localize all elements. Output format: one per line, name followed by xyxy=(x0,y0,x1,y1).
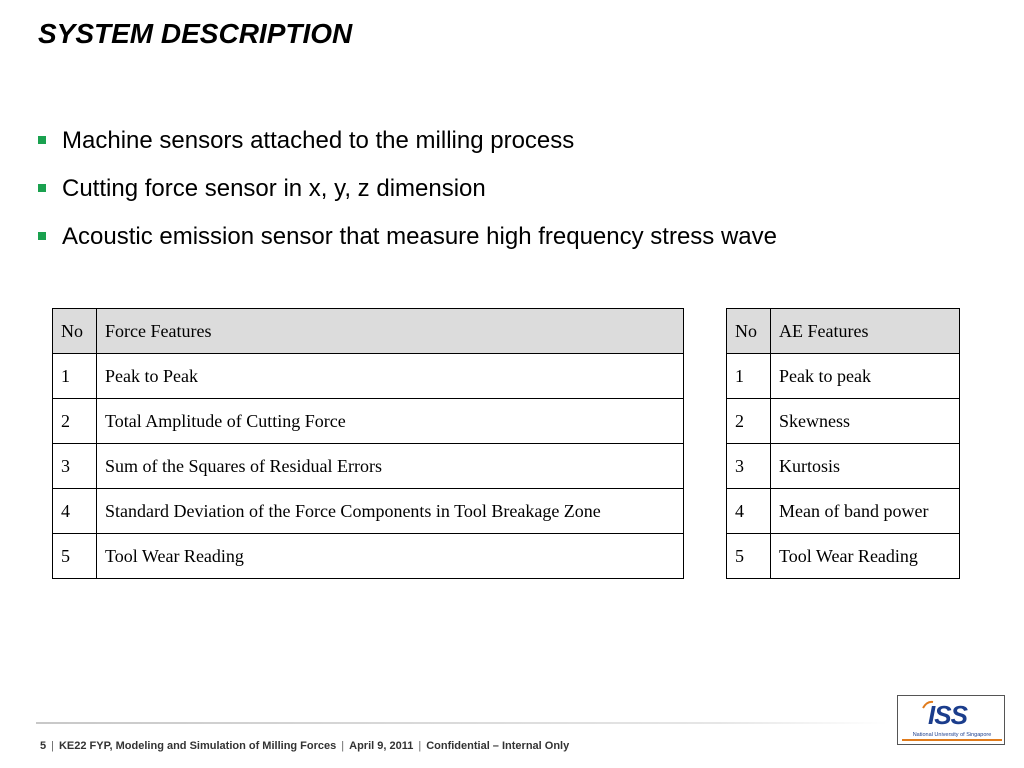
bullet-text: Cutting force sensor in x, y, z dimension xyxy=(62,175,486,202)
footer-separator: | xyxy=(51,740,54,752)
table-row xyxy=(727,489,960,534)
cell-feature: Standard Deviation of the Force Components in Tool Breakage Zone xyxy=(97,489,684,534)
table-row xyxy=(727,444,960,489)
header-cell-no: No xyxy=(727,309,771,354)
table-row xyxy=(53,489,684,534)
cell-no: 4 xyxy=(53,489,97,534)
cell-no: 1 xyxy=(727,354,771,399)
logo-text: National University of Singapore xyxy=(912,732,992,738)
bullet-text: Machine sensors attached to the milling process xyxy=(62,127,575,154)
header-cell-feature: Force Features xyxy=(97,309,684,354)
bullet-item xyxy=(36,124,777,172)
bullet-text: Acoustic emission sensor that measure high frequency stress wave xyxy=(62,223,777,250)
cell-no: 4 xyxy=(727,489,771,534)
footer-date: April 9, 2011 xyxy=(349,740,414,752)
footer-separator: | xyxy=(341,740,345,752)
square-bullet-icon xyxy=(38,184,46,192)
cell-no: 3 xyxy=(53,444,97,489)
cell-no: 5 xyxy=(727,534,771,579)
force-features-table xyxy=(52,308,684,579)
table-row xyxy=(727,354,960,399)
table-row xyxy=(53,534,684,579)
cell-no: 2 xyxy=(53,399,97,444)
cell-feature: Tool Wear Reading xyxy=(97,534,684,579)
table-header-row xyxy=(53,309,684,354)
cell-no: 3 xyxy=(727,444,771,489)
cell-no: 1 xyxy=(53,354,97,399)
cell-no: 5 xyxy=(53,534,97,579)
header-cell-feature: AE Features xyxy=(771,309,960,354)
table-row xyxy=(53,444,684,489)
bullet-item xyxy=(36,172,777,220)
table-row xyxy=(53,399,684,444)
cell-feature: Peak to peak xyxy=(771,354,960,399)
footer-course: KE22 FYP, Modeling and Simulation of Milling Forces xyxy=(58,740,337,752)
footer-divider xyxy=(36,722,888,724)
cell-feature: Sum of the Squares of Residual Errors xyxy=(97,444,684,489)
square-bullet-icon xyxy=(38,232,46,240)
square-bullet-icon xyxy=(38,136,46,144)
cell-feature: Mean of band power xyxy=(771,489,960,534)
footer-page-number: 5 xyxy=(40,740,47,752)
cell-feature: Skewness xyxy=(771,399,960,444)
logo-underline xyxy=(902,739,1002,741)
footer xyxy=(40,740,569,752)
cell-feature: Total Amplitude of Cutting Force xyxy=(97,399,684,444)
cell-feature: Kurtosis xyxy=(771,444,960,489)
cell-feature: Tool Wear Reading xyxy=(771,534,960,579)
table-row xyxy=(727,534,960,579)
bullet-item xyxy=(36,220,777,268)
slide-title: SYSTEM DESCRIPTION xyxy=(38,18,353,49)
logo-mark: ISS xyxy=(928,700,967,730)
bullet-list xyxy=(36,124,777,268)
table-row xyxy=(727,399,960,444)
header-cell-no: No xyxy=(53,309,97,354)
table-row xyxy=(53,354,684,399)
iss-logo xyxy=(897,695,1005,745)
ae-features-table xyxy=(726,308,960,579)
table-header-row xyxy=(727,309,960,354)
footer-classification: Confidential – Internal Only xyxy=(426,740,570,752)
cell-feature: Peak to Peak xyxy=(97,354,684,399)
cell-no: 2 xyxy=(727,399,771,444)
footer-separator: | xyxy=(418,740,422,752)
